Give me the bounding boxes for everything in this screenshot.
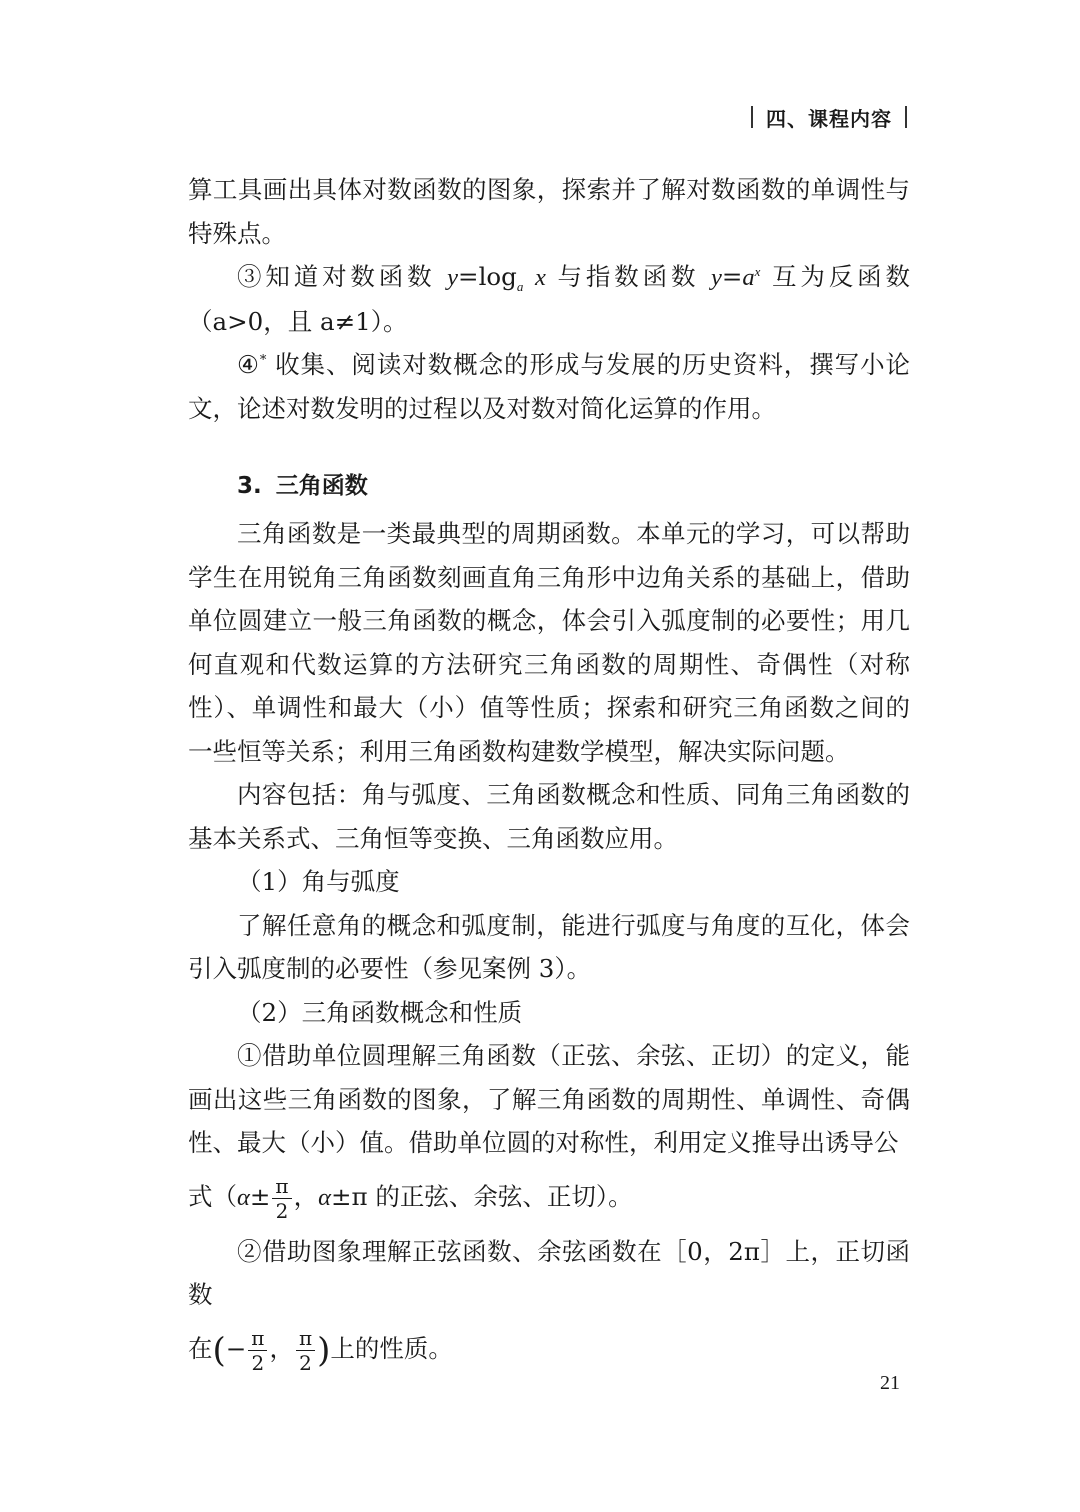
section-title: 三角函数	[275, 473, 368, 499]
page-number: 21	[880, 1372, 900, 1394]
condition-a-positive: a>0	[212, 306, 264, 336]
paragraph-8-formula-line: 在(− $\frac{\pi}{2}$ ， $\frac{\pi}{2}$ )上的性质。	[188, 1325, 453, 1375]
condition-a-not-one: a≠1	[320, 306, 371, 336]
fraction-neg-pi-over-2: $\frac{\pi}{2}$	[248, 1326, 267, 1375]
paragraph-7: ①借助单位圆理解三角函数（正弦、余弦、正切）的定义，能画出这些三角函数的图象，了解三角函数的周期性、单调性、奇偶性、最大（小）值。借助单位圆的对称性，利用定义推导出诱导公	[188, 1041, 910, 1157]
paragraph-2: ③知道对数函数 $y=\log_a$ x 与指数函数 $y=a^x$ 互为反函数（a>0，且 a≠1）。	[188, 262, 910, 336]
paragraph-6: 了解任意角的概念和弧度制，能进行弧度与角度的互化，体会引入弧度制的必要性（参见案例 3）。	[188, 910, 910, 983]
section-heading	[237, 466, 910, 506]
subheading-1: （1）角与弧度	[237, 867, 400, 896]
header-title: 四、课程内容	[766, 106, 892, 131]
paragraph-1: 算工具画出具体对数函数的图象，探索并了解对数函数的单调性与特殊点。	[188, 175, 910, 248]
page-body	[188, 168, 910, 1382]
paragraph-4: 三角函数是一类最典型的周期函数。本单元的学习，可以帮助学生在用锐角三角函数刻画直角三角形中边角关系的基础上，借助单位圆建立一般三角函数的概念，体会引入弧度制的必要性；用几何直观和代数运算的方法研究三角函数的周期性、奇偶性（对称性）、单调性和最大（小）值等性质；探索和研究三角函数之间的一些恒等关系；利用三角函数构建数学模型，解决实际问题。	[188, 519, 910, 766]
header-right-rule	[905, 106, 907, 128]
fraction-pi-over-2-b: $\frac{\pi}{2}$	[296, 1326, 315, 1375]
optional-star-mark: *	[259, 352, 267, 368]
section-number: 3.	[237, 473, 262, 499]
paragraph-8: ②借助图象理解正弦函数、余弦函数在［0，2π］上，正切函数	[188, 1236, 910, 1309]
header-left-rule	[751, 106, 753, 128]
subheading-2: （2）三角函数概念和性质	[237, 997, 523, 1027]
fraction-pi-over-2: $\frac{\pi}{2}$	[272, 1174, 291, 1223]
paragraph-7-formula-line: 式（α± $\frac{\pi}{2}$ ，α±π 的正弦、余弦、正切）。	[188, 1173, 633, 1223]
running-header	[745, 100, 913, 134]
paragraph-3: ④* 收集、阅读对数概念的形成与发展的历史资料，撰写小论文，论述对数发明的过程以及对数对简化运算的作用。	[188, 350, 911, 423]
paragraph-5: 内容包括：角与弧度、三角函数概念和性质、同角三角函数的基本关系式、三角恒等变换、三角函数应用。	[188, 780, 910, 853]
